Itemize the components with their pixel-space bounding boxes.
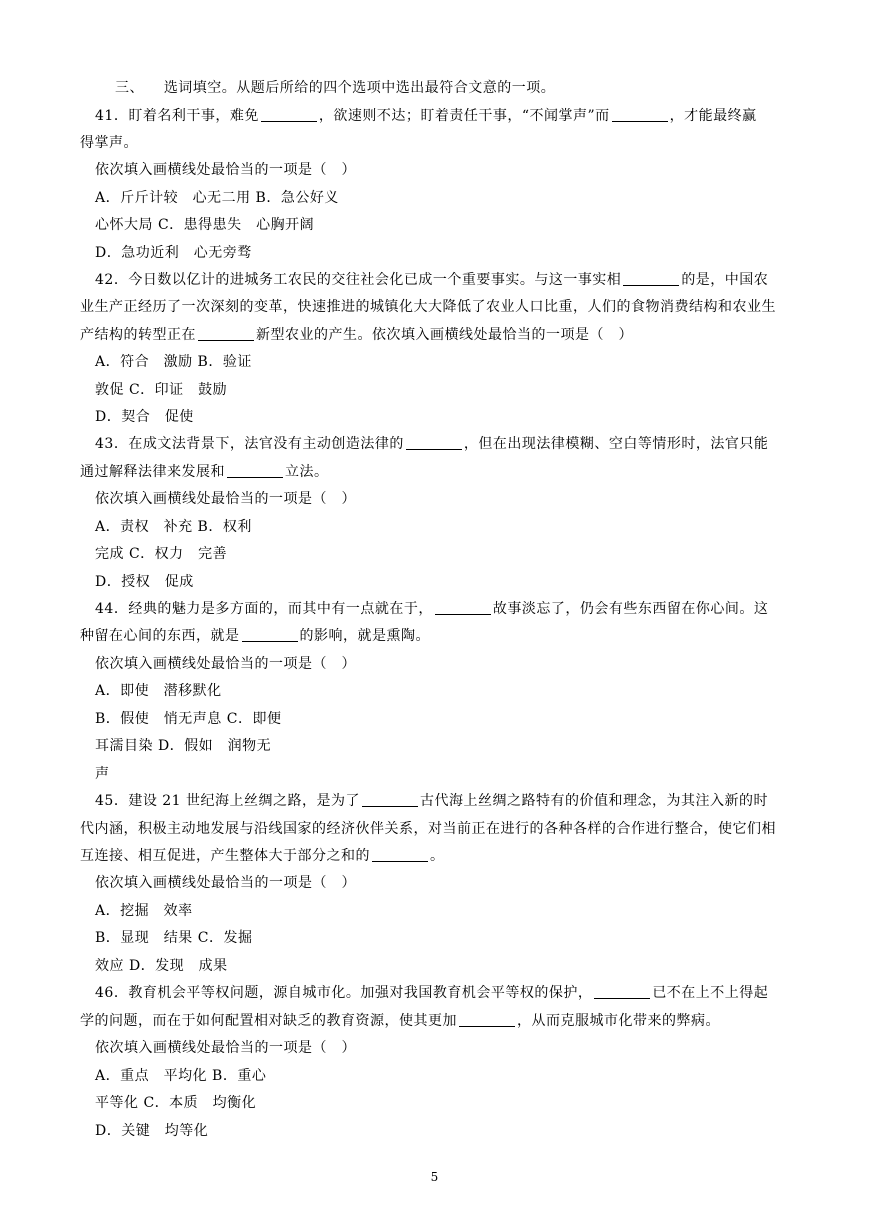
q45-options-2[interactable]: B．显现 结果 C．发掘 — [95, 930, 253, 946]
q45-text: 古代海上丝绸之路特有的价值和理念，为其注入新的时 — [420, 793, 769, 809]
q46-text: 学的问题，而在于如何配置相对缺乏的教育资源，使其更加 — [80, 1013, 457, 1029]
q41-text: ，才能最终赢 — [669, 108, 757, 124]
q45-text: 互连接、相互促进，产生整体大于部分之和的 — [80, 848, 370, 864]
q44-options-2[interactable]: B．假使 悄无声息 C．即便 — [95, 711, 282, 727]
q42-text: 的是，中国农 — [681, 272, 769, 288]
q41-line-2: 得掌声。 — [80, 135, 138, 151]
q45-text: 45．建设 21 世纪海上丝绸之路，是为了 — [95, 793, 361, 809]
section-number: 三、 — [115, 80, 144, 96]
q45-blank-2[interactable] — [372, 847, 428, 862]
q45-text: 。 — [430, 848, 445, 864]
q43-options-3[interactable]: D．授权 促成 — [95, 574, 194, 590]
q44-line-1 — [95, 599, 768, 619]
q45-options-3[interactable]: 效应 D．发现 成果 — [95, 958, 228, 974]
q46-line-2 — [80, 1011, 720, 1031]
section-title: 选词填空。从题后所给的四个选项中选出最符合文意的一项。 — [163, 80, 556, 96]
q43-line-1 — [95, 434, 768, 454]
q46-options-3[interactable]: D．关键 均等化 — [95, 1123, 209, 1139]
q45-prompt: 依次填入画横线处最恰当的一项是（ ） — [95, 875, 356, 891]
q46-options-1[interactable]: A．重点 平均化 B．重心 — [95, 1068, 267, 1084]
q46-text: 已不在上不上得起 — [652, 985, 769, 1001]
q43-text: ，但在出现法律模糊、空白等情形时，法官只能 — [463, 436, 769, 452]
q43-text: 通过解释法律来发展和 — [80, 464, 225, 480]
q46-options-2[interactable]: 平等化 C．本质 均衡化 — [95, 1095, 257, 1111]
q42-text: 42．今日数以亿计的进城务工农民的交往社会化已成一个重要事实。与这一事实相 — [95, 272, 622, 288]
section-heading — [115, 78, 555, 98]
q43-line-2 — [80, 462, 329, 482]
q42-blank-1[interactable] — [623, 271, 679, 286]
q44-text: 44．经典的魅力是多方面的，而其中有一点就在于， — [95, 601, 433, 617]
q42-text: 产结构的转型正在 — [80, 327, 196, 343]
q44-prompt: 依次填入画横线处最恰当的一项是（ ） — [95, 656, 356, 672]
q41-line-1 — [95, 106, 757, 126]
q45-blank-1[interactable] — [362, 792, 418, 807]
q43-prompt: 依次填入画横线处最恰当的一项是（ ） — [95, 491, 356, 507]
q42-line-3 — [80, 325, 633, 345]
q42-options-1[interactable]: A．符合 激励 B．验证 — [95, 354, 252, 370]
q46-blank-2[interactable] — [459, 1012, 515, 1027]
q43-text: 立法。 — [285, 464, 329, 480]
q42-options-2[interactable]: 敦促 C．印证 鼓励 — [95, 382, 228, 398]
q44-line-2 — [80, 626, 430, 646]
q46-blank-1[interactable] — [594, 984, 650, 999]
q43-blank-2[interactable] — [227, 463, 283, 478]
q41-blank-1[interactable] — [261, 107, 317, 122]
q45-line-1 — [95, 791, 768, 811]
q46-text: 46．教育机会平等权问题，源自城市化。加强对我国教育机会平等权的保护， — [95, 985, 593, 1001]
q44-options-1[interactable]: A．即使 潜移默化 — [95, 683, 222, 699]
q42-line-1 — [95, 270, 768, 290]
q41-prompt: 依次填入画横线处最恰当的一项是（ ） — [95, 162, 356, 178]
q42-options-3[interactable]: D．契合 促使 — [95, 409, 194, 425]
q44-text: 故事淡忘了，仍会有些东西留在你心间。这 — [492, 601, 769, 617]
page-number: 5 — [430, 1170, 439, 1184]
q41-text: 41．盯着名利干事，难免 — [95, 108, 259, 124]
q43-blank-1[interactable] — [406, 435, 462, 450]
q44-options-3[interactable]: 耳濡目染 D．假如 润物无 — [95, 738, 272, 754]
q43-options-2[interactable]: 完成 C．权力 完善 — [95, 546, 228, 562]
q42-line-2: 业生产正经历了一次深刻的变革，快速推进的城镇化大大降低了农业人口比重，人们的食物消费结构和农业生 — [80, 299, 776, 315]
q44-text: 的影响，就是熏陶。 — [299, 628, 430, 644]
q41-text: ，欲速则不达；盯着责任干事，“不闻掌声”而 — [318, 108, 610, 124]
q44-options-4[interactable]: 声 — [95, 766, 110, 782]
q46-text: ，从而克服城市化带来的弊病。 — [517, 1013, 720, 1029]
q43-options-1[interactable]: A．责权 补充 B．权利 — [95, 519, 252, 535]
q41-options-2[interactable]: 心怀大局 C．患得患失 心胸开阔 — [95, 217, 315, 233]
q46-line-1 — [95, 983, 768, 1003]
q41-options-1[interactable]: A．斤斤计较 心无二用 B．急公好义 — [95, 190, 339, 206]
q45-line-3 — [80, 846, 445, 866]
q44-text: 种留在心间的东西，就是 — [80, 628, 240, 644]
q43-text: 43．在成文法背景下，法官没有主动创造法律的 — [95, 436, 404, 452]
q42-blank-2[interactable] — [198, 326, 254, 341]
q45-line-2: 代内涵，积极主动地发展与沿线国家的经济伙伴关系，对当前正在进行的各种各样的合作进行整合，使它们相 — [80, 821, 776, 837]
q41-blank-2[interactable] — [612, 107, 668, 122]
q41-options-3[interactable]: D．急功近利 心无旁骛 — [95, 245, 252, 261]
q44-blank-2[interactable] — [242, 627, 298, 642]
q42-text: 新型农业的产生。依次填入画横线处最恰当的一项是（ ） — [256, 327, 633, 343]
q46-prompt: 依次填入画横线处最恰当的一项是（ ） — [95, 1040, 356, 1056]
q45-options-1[interactable]: A．挖掘 效率 — [95, 903, 193, 919]
q44-blank-1[interactable] — [435, 600, 491, 615]
